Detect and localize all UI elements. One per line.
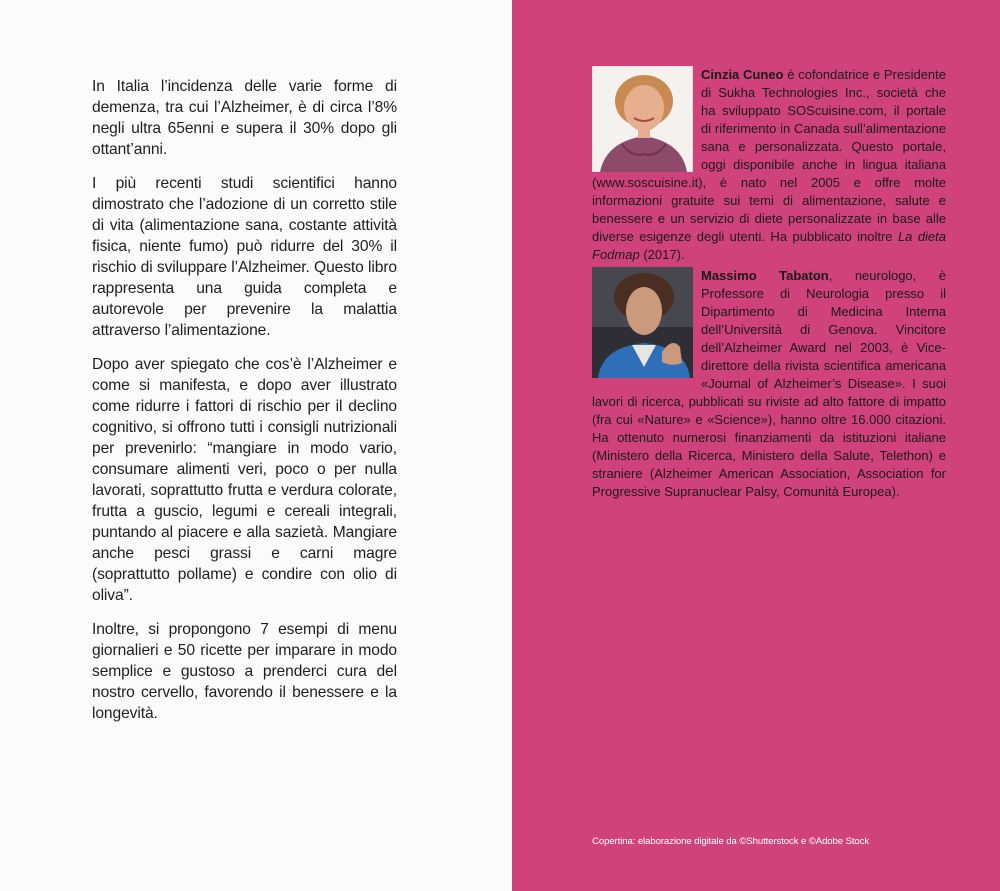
- author-bio-cinzia-cuneo: [592, 66, 946, 264]
- author-bio-text: , neurologo, è Professore di Neurologia presso il Dipartimento di Medicina Interna dell’Università di Genova. Vincitore dell’Alzheimer Award nel 2003, è Vice-direttore della rivista scientifica americana «Journal of Alzheimer’s Disease». I suoi lavori di ricerca, pubblicati su riviste ad alto fattore di impatto (fra cui «Nature» e «Science»), hanno oltre 16.000 citazioni. Ha ottenuto numerosi finanziamenti da istituzioni italiane (Ministero della Ricerca, Ministero della Salute, Telethon) e straniere (Alzheimer American Association, Association for Progressive Supranuclear Palsy, Comunità Europea).: [592, 268, 946, 499]
- description-paragraph-3: Dopo aver spiegato che cos’è l’Alzheimer e come si manifesta, e dopo aver illustrato come ridurre i fattori di rischio per il declino cognitivo, si offrono tutti i consigli nutrizionali per prevenirlo: “mangiare in modo vario, consumare alimenti veri, poco o per nulla lavorati, soprattutto frutta e verdura colorate, frutta a guscio, legumi e cereali integrali, puntando al piacere e alla sazietà. Mangiare anche pesci grassi e carni magre (soprattutto pollame) e condire con olio di oliva”.: [92, 356, 397, 604]
- book-description: [92, 76, 397, 737]
- cover-credit: Copertina: elaborazione digitale da ©Shutterstock e ©Adobe Stock: [592, 836, 870, 847]
- author-photo-cinzia-cuneo: [592, 66, 693, 172]
- author-bio-massimo-tabaton: [592, 267, 946, 501]
- description-paragraph-2: I più recenti studi scientifici hanno dimostrato che l’adozione di un corretto stile di vita (alimentazione sana, costante attività fisica, niente fumo) può ridurre del 30% il rischio di sviluppare l’Alzheimer. Questo libro rappresenta una guida completa e autorevole per prevenire la malattia attraverso l’alimentazione.: [92, 175, 397, 339]
- author-name: Cinzia Cuneo: [701, 67, 784, 82]
- portrait-woman-icon: [592, 66, 693, 172]
- book-title: La dieta Fodmap: [592, 229, 947, 262]
- author-bio-text: è cofondatrice e Presidente di Sukha Technologies Inc., società che ha sviluppato SOScuisine.com, il portale di riferimento in Canada sull’alimentazione sana e personalizzata. Questo portale, oggi disponibile anche in lingua italiana (www.soscuisine.it), è nato nel 2005 e offre molte informazioni gratuite sui temi di alimentazione, salute e benessere e un servizio di diete personalizzate in base alle diverse esigenze degli utenti. Ha pubblicato inoltre: [592, 67, 946, 244]
- author-bio-text-end: (2017).: [639, 247, 685, 262]
- description-paragraph-1: In Italia l’incidenza delle varie forme di demenza, tra cui l’Alzheimer, è di circa l’8% negli ultra 65enni e supera il 30% dopo gli ottant’anni.: [92, 78, 397, 158]
- description-paragraph-4: Inoltre, si propongono 7 esempi di menu giornalieri e 50 ricette per imparare in modo semplice e gustoso a prenderci cura del nostro cervello, favorendo il benessere e la longevità.: [92, 621, 397, 722]
- portrait-man-icon: [592, 267, 693, 378]
- author-photo-massimo-tabaton: [592, 267, 693, 378]
- author-name: Massimo Tabaton: [701, 268, 829, 283]
